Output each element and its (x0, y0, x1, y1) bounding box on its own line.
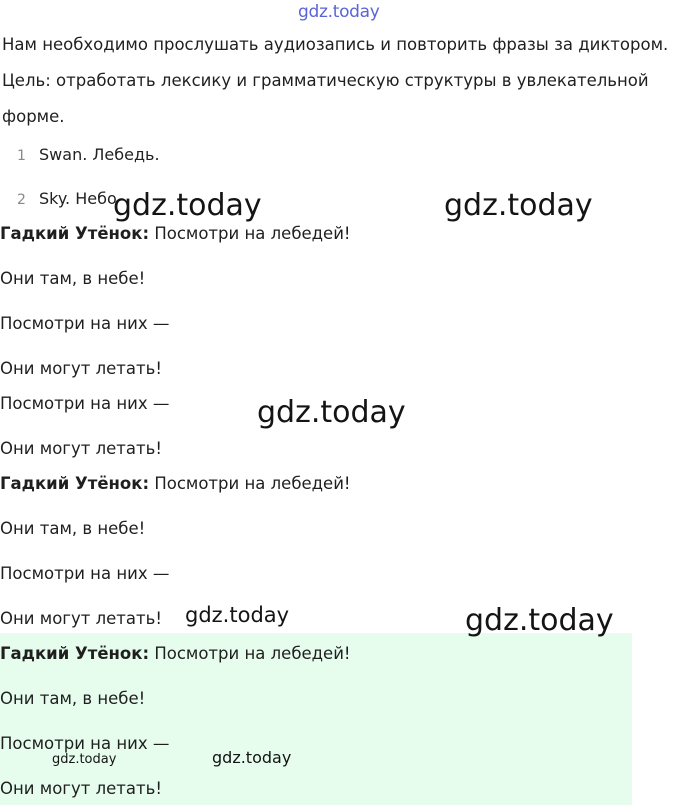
verse-line (0, 224, 351, 243)
speaker-name: Гадкий Утёнок: (0, 224, 150, 243)
watermark: gdz.today (212, 748, 292, 767)
watermark: gdz.today (257, 395, 406, 430)
verse-line: Они могут летать! (0, 609, 162, 628)
verse-line: Они могут летать! (0, 439, 162, 458)
watermark: gdz.today (465, 603, 614, 638)
speaker-name: Гадкий Утёнок: (0, 474, 150, 493)
verse-line: Посмотри на них — (0, 564, 170, 583)
list-number: 1 (17, 148, 26, 164)
intro-line-1: Нам необходимо прослушать аудиозапись и повторить фразы за диктором. (2, 35, 669, 54)
verse-line: Они могут летать! (0, 779, 162, 798)
list-item (17, 189, 117, 208)
speaker-name: Гадкий Утёнок: (0, 644, 150, 663)
verse-line: Они там, в небе! (0, 689, 146, 708)
verse-text: Посмотри на лебедей! (154, 474, 351, 493)
verse-line: Посмотри на них — (0, 314, 170, 333)
verse-line: Они там, в небе! (0, 269, 146, 288)
verse-line: Они там, в небе! (0, 519, 146, 538)
list-text: Sky. Небо (39, 189, 117, 208)
watermark: gdz.today (113, 188, 262, 223)
intro-line-2: Цель: отработать лексику и грамматическую структуры в увлекательной (2, 71, 649, 90)
verse-line: Посмотри на них — (0, 394, 170, 413)
list-text: Swan. Лебедь. (39, 145, 160, 164)
verse-line: Они могут летать! (0, 359, 162, 378)
verse-line (0, 474, 351, 493)
verse-text: Посмотри на лебедей! (154, 644, 351, 663)
watermark: gdz.today (52, 752, 117, 767)
site-logo[interactable]: gdz.today (298, 2, 380, 22)
watermark: gdz.today (185, 603, 290, 627)
watermark: gdz.today (444, 188, 593, 223)
verse-line (0, 644, 351, 663)
list-item (17, 145, 160, 164)
verse-text: Посмотри на лебедей! (154, 224, 351, 243)
intro-line-3: форме. (2, 107, 65, 126)
list-number: 2 (17, 192, 26, 208)
verse-line: Посмотри на них — (0, 734, 170, 753)
